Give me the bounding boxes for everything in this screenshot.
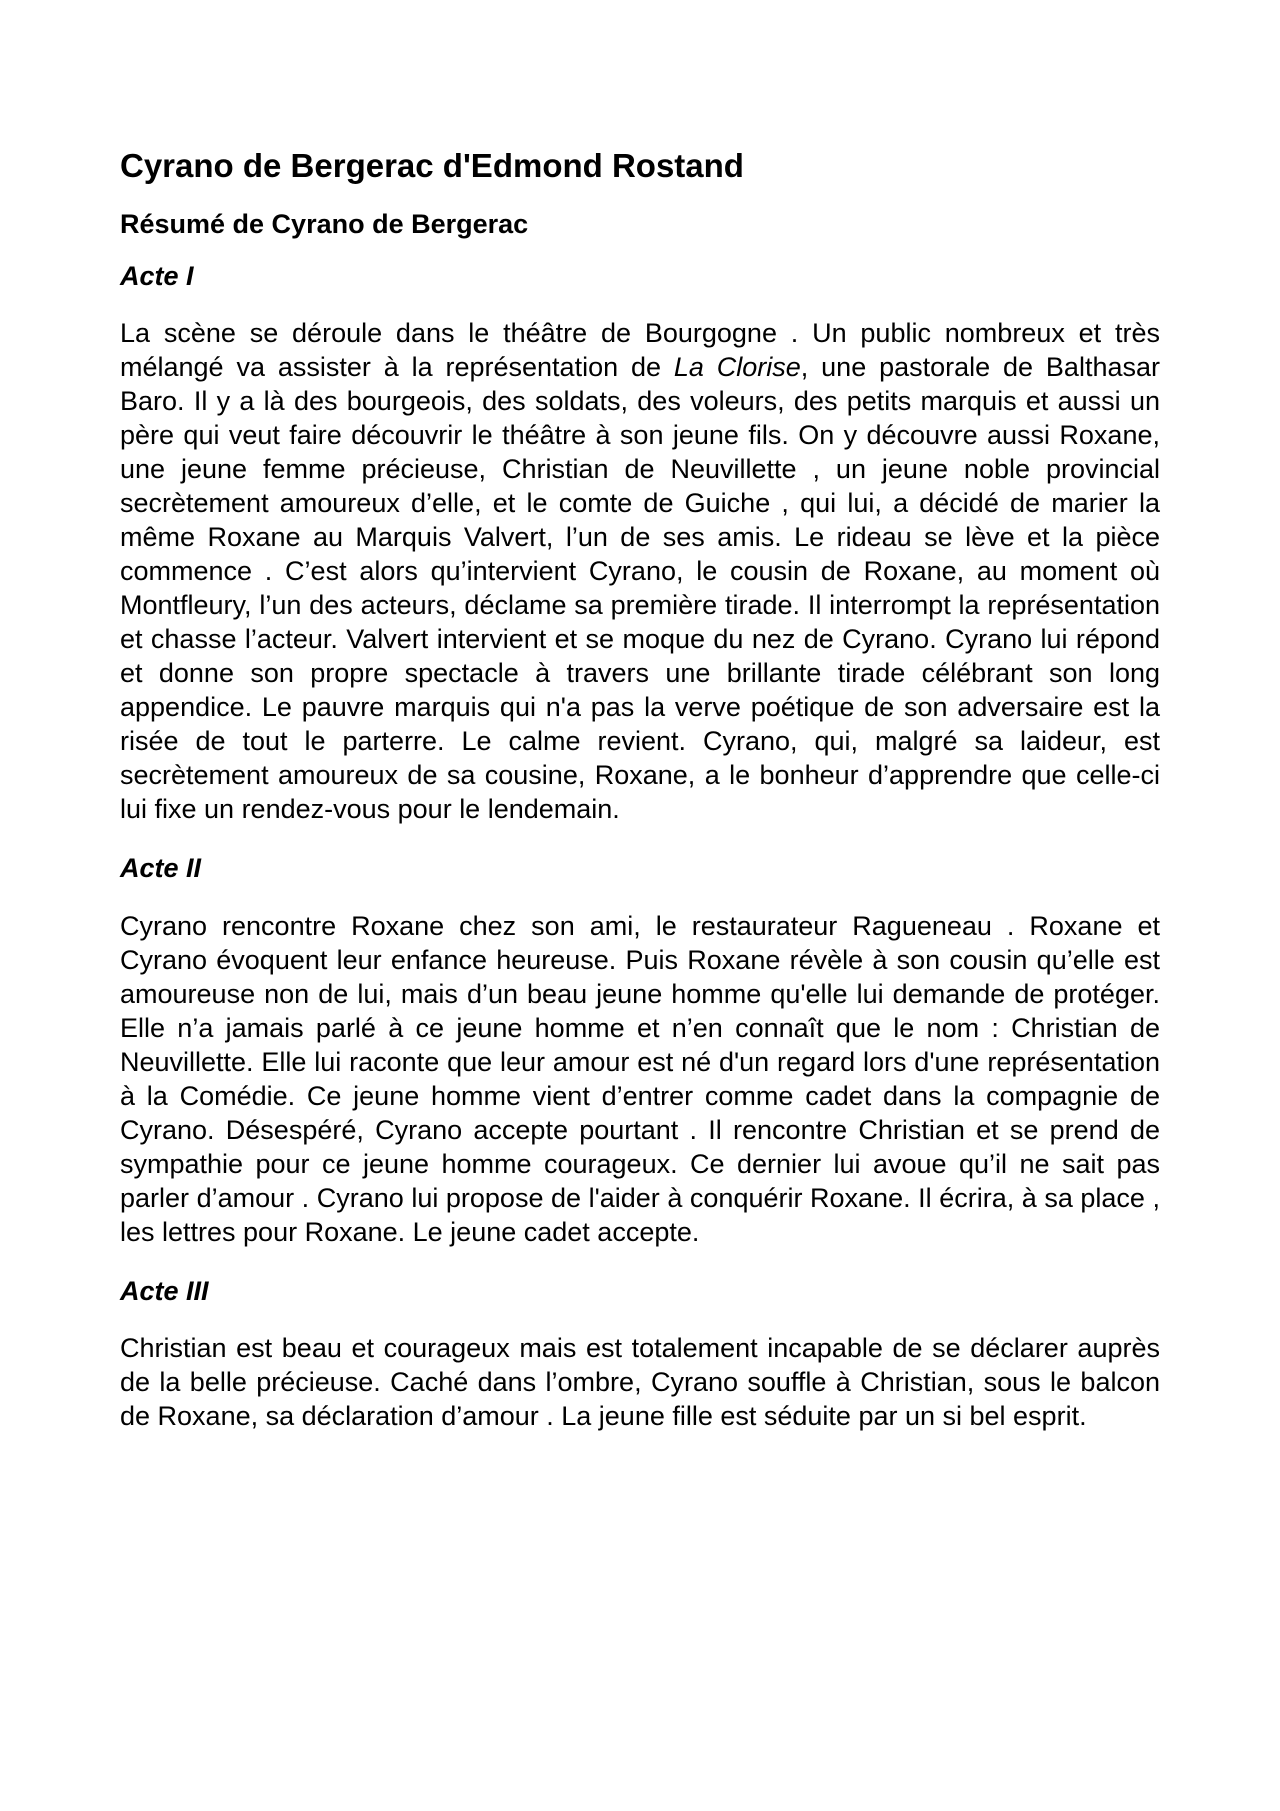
act-1-text-start: La scène se déroule dans le théâtre de Bourgogne . Un public nombreux et très mélangé va assister à la représentation de [120,318,1160,383]
act-3-heading: Acte III [120,1275,209,1306]
document-title: Cyrano de Bergerac d'Edmond Rostand [120,147,744,184]
act-2-paragraph: Cyrano rencontre Roxane chez son ami, le restaurateur Ragueneau . Roxane et Cyrano évoquent leur enfance heureuse. Puis Roxane révèle à son cousin qu’elle est amoureuse non de lui, mais d’un beau jeune homme qu'elle lui demande de protéger. Elle n’a jamais parlé à ce jeune homme et n’en connaît que le nom : Christian de Neuvillette. Elle lui raconte que leur amour est né d'un regard lors d'une représentation à la Comédie. Ce jeune homme vient d’entrer comme cadet dans la compagnie de Cyrano. Désespéré, Cyrano accepte pourtant . Il rencontre Christian et se prend de sympathie pour ce jeune homme courageux. Ce dernier lui avoue qu’il ne sait pas parler d’amour . Cyrano lui propose de l'aider à conquérir Roxane. Il écrira, à sa place , les lettres pour Roxane. Le jeune cadet accepte. [120,910,1160,1247]
act-2-section [120,852,1160,1248]
act-1-text-end: , une pastorale de Balthasar Baro. Il y a là des bourgeois, des soldats, des voleurs, des petits marquis et aussi un père qui veut faire découvrir le théâtre à son jeune fils. On y découvre aussi Roxane, une jeune femme précieuse, Christian de Neuvillette , un jeune noble provincial secrètement amoureux d’elle, et le comte de Guiche , qui lui, a décidé de marier la même Roxane au Marquis Valvert, l’un de ses amis. Le rideau se lève et la pièce commence . C’est alors qu’intervient Cyrano, le cousin de Roxane, au moment où Montfleury, l’un des acteurs, déclame sa première tirade. Il interrompt la représentation et chasse l’acteur. Valvert intervient et se moque du nez de Cyrano. Cyrano lui répond et donne son propre spectacle à travers une brillante tirade célébrant son long appendice. Le pauvre marquis qui n'a pas la verve poétique de son adversaire est la risée de tout le parterre. Le calme revient. Cyrano, qui, malgré sa laideur, est secrètement amoureux de sa cousine, Roxane, a le bonheur d’apprendre que celle-ci lui fixe un rendez-vous pour le lendemain. [120,352,1160,825]
document-page [120,146,1160,1459]
act-1-paragraph [120,316,1160,826]
act-1-heading: Acte I [120,260,194,291]
act-3-paragraph: Christian est beau et courageux mais est totalement incapable de se déclarer auprès de la belle précieuse. Caché dans l’ombre, Cyrano souffle à Christian, sous le balcon de Roxane, sa déclaration d’amour . La jeune fille est séduite par un si bel esprit. [120,1333,1160,1432]
play-title-la-clorise: La Clorise [673,352,801,383]
act-1-section [120,260,1160,826]
act-3-section [120,1275,1160,1433]
document-subtitle: Résumé de Cyrano de Bergerac [120,208,529,239]
act-2-heading: Acte II [120,853,202,884]
